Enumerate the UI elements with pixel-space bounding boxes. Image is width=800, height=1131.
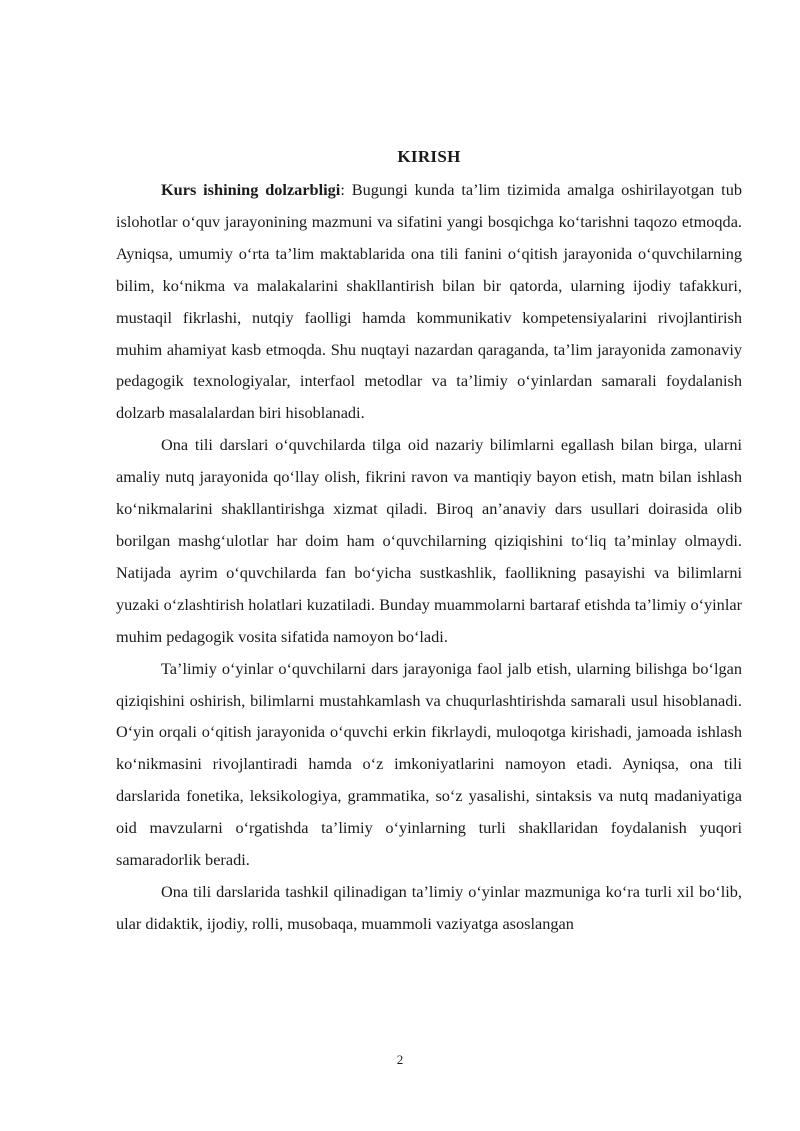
document-page (116, 146, 742, 940)
paragraph-lead: Kurs ishining dolzarbligi (161, 180, 341, 199)
paragraph-3: Ta’limiy o‘yinlar o‘quvchilarni dars jarayoniga faol jalb etish, ularning bilishga bo‘lgan qiziqishini oshirish, bilimlarni mustahkamlash va chuqurlashtirishda samarali usul hisoblanadi. O‘yin orqali o‘qitish jarayonida o‘quvchi erkin fikrlaydi, muloqotga kirishadi, jamoada ishlash ko‘nikmasini rivojlantiradi hamda o‘z imkoniyatlarini namoyon etadi. Ayniqsa, ona tili darslarida fonetika, leksikologiya, grammatika, so‘z yasalishi, sintaksis va nutq madaniyatiga oid mavzularni o‘rgatishda ta’limiy o‘yinlarning turli shakllaridan foydalanish yuqori samaradorlik beradi. (116, 658, 742, 870)
page-number: 2 (396, 1052, 404, 1067)
paragraph-text: : Bugungi kunda ta’lim tizimida amalga oshirilayotgan tub islohotlar o‘quv jarayonining mazmuni va sifatini yangi bosqichga ko‘tarishni taqozo etmoqda. Ayniqsa, umumiy o‘rta ta’lim maktablarida ona tili fanini o‘qitish jarayonida o‘quvchilarning bilim, ko‘nikma va malakalarini shakllantirish bilan bir qatorda, ularning ijodiy tafakkuri, mustaqil fikrlashi, nutqiy faolligi hamda kommunikativ kompetensiyalarini rivojlantirish muhim ahamiyat kasb etmoqda. Shu nuqtayi nazardan qaraganda, ta’lim jarayonida zamonaviy pedagogik texnologiyalar, interfaol metodlar va ta’limiy o‘yinlardan samarali foydalanish dolzarb masalalardan biri hisoblanadi. (116, 180, 742, 423)
paragraph-4: Ona tili darslarida tashkil qilinadigan ta’limiy o‘yinlar mazmuniga ko‘ra turli xil bo‘lib, ular didaktik, ijodiy, rolli, musobaqa, muammoli vaziyatga asoslangan (116, 881, 742, 933)
paragraph-1 (116, 174, 742, 429)
section-title: KIRISH (397, 147, 461, 166)
paragraph-2: Ona tili darslari o‘quvchilarda tilga oid nazariy bilimlarni egallash bilan birga, ularni amaliy nutq jarayonida qo‘llay olish, fikrini ravon va mantiqiy bayon etish, matn bilan ishlash ko‘nikmalarini shakllantirishga xizmat qiladi. Biroq an’anaviy dars usullari doirasida olib borilgan mashg‘ulotlar har doim ham o‘quvchilarning qiziqishini to‘liq ta’minlay olmaydi. Natijada ayrim o‘quvchilarda fan bo‘yicha sustkashlik, faollikning pasayishi va bilimlarni yuzaki o‘zlashtirish holatlari kuzatiladi. Bunday muammolarni bartaraf etishda ta’limiy o‘yinlar muhim pedagogik vosita sifatida namoyon bo‘ladi. (116, 435, 742, 646)
